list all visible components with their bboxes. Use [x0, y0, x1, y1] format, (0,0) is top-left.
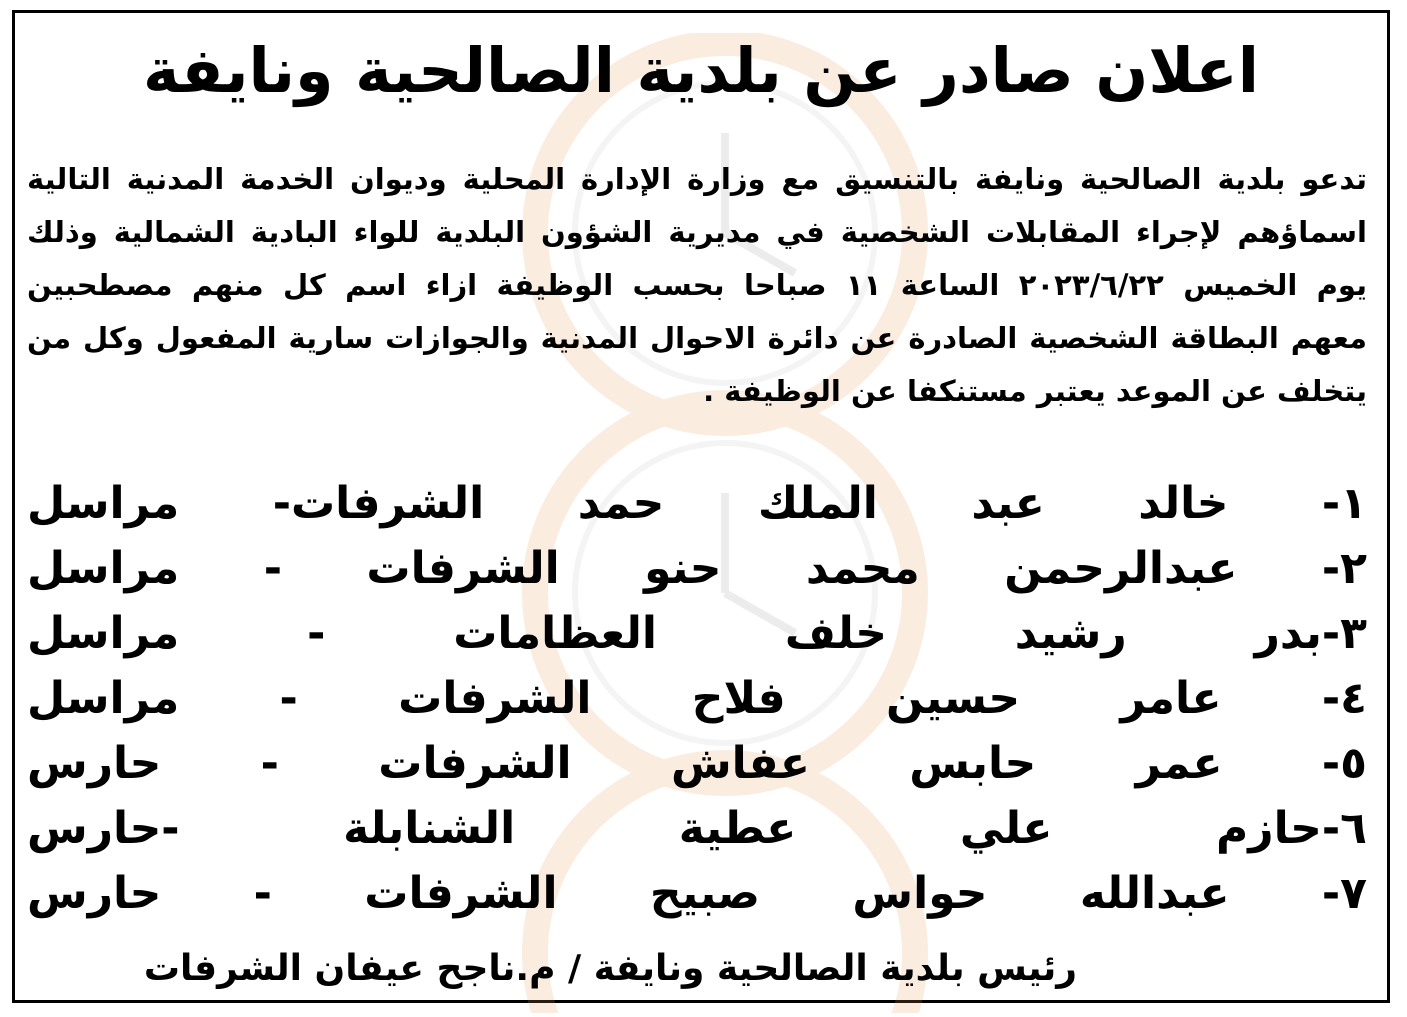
candidate-item: ١- خالد عبد الملك حمد الشرفات- مراسل — [27, 478, 1367, 529]
candidate-item: ٦-حازم علي عطية الشنابلة -حارس — [27, 803, 1367, 854]
candidate-item: ٣-بدر رشيد خلف العظامات - مراسل — [27, 608, 1367, 659]
candidate-item: ٤- عامر حسين فلاح الشرفات - مراسل — [27, 673, 1367, 724]
body-line: معهم البطاقة الشخصية الصادرة عن دائرة الاحوال المدنية والجوازات سارية المفعول وكل من — [27, 321, 1367, 355]
body-line: يتخلف عن الموعد يعتبر مستنكفا عن الوظيفة . — [703, 374, 1367, 408]
notice-frame — [12, 10, 1390, 1003]
body-line: يوم الخميس ٢٠٢٣/٦/٢٢ الساعة ١١ صباحا بحسب الوظيفة ازاء اسم كل منهم مصطحبين — [27, 268, 1368, 302]
candidate-item: ٥- عمر حابس عفاش الشرفات - حارس — [27, 738, 1367, 789]
candidate-item: ٢- عبدالرحمن محمد حنو الشرفات - مراسل — [27, 543, 1367, 594]
notice-body — [27, 153, 1367, 418]
body-line: اسماؤهم لإجراء المقابلات الشخصية في مديرية الشؤون البلدية للواء البادية الشمالية وذلك — [27, 215, 1367, 249]
body-line: تدعو بلدية الصالحية ونايفة بالتنسيق مع وزارة الإدارة المحلية وديوان الخدمة المدنية التالية — [27, 162, 1367, 196]
signature: رئيس بلدية الصالحية ونايفة / م.ناجح عيفان الشرفات — [143, 948, 1077, 989]
candidate-item: ٧- عبدالله حواس صبيح الشرفات - حارس — [27, 868, 1367, 919]
notice-title: اعلان صادر عن بلدية الصالحية ونايفة — [142, 34, 1260, 107]
candidate-list — [27, 471, 1367, 926]
